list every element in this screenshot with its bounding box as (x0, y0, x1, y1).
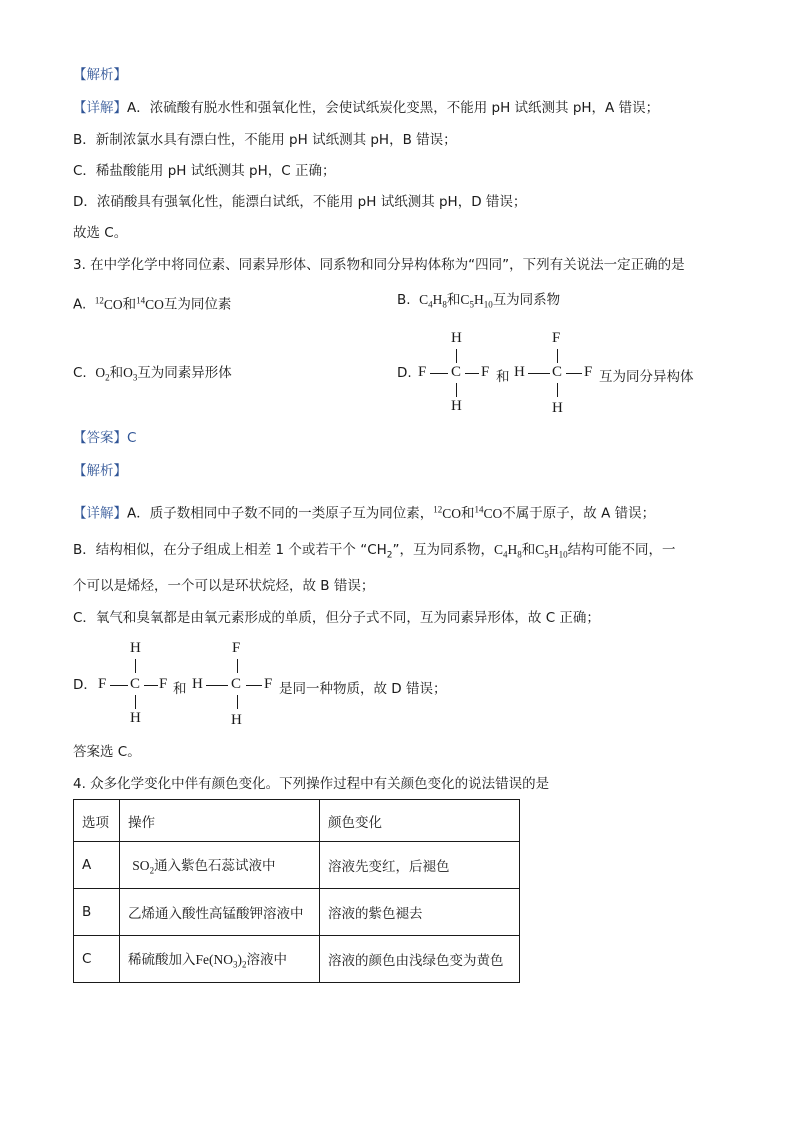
and-text: 和 (446, 292, 461, 308)
atom-h: H (514, 364, 525, 380)
and-text: 和 (521, 542, 536, 558)
table-header-cell: 颜色变化 (320, 800, 520, 842)
explanation-d-structures (98, 640, 458, 730)
atom-f: F (418, 364, 427, 380)
atom-f: F (552, 330, 561, 346)
bond (528, 373, 550, 374)
option-text: 互为同分异构体 (599, 369, 694, 385)
and-text: 和 (461, 505, 475, 522)
formula-so2: $SO_2$ (132, 858, 155, 876)
atom-c: C (451, 364, 462, 380)
atom-h: H (231, 712, 242, 728)
detail-tag: 【详解】 (73, 505, 127, 522)
analysis-heading: 【解析】 (73, 67, 127, 83)
color-change-table (73, 799, 520, 983)
table-cell-change: 溶液的紫色褪去 (320, 889, 520, 936)
bond (566, 373, 582, 374)
table-cell-change: 溶液的颜色由浅绿色变为黄色 (320, 936, 520, 983)
table-cell-change: 溶液先变红，后褪色 (320, 842, 520, 889)
analysis-heading: 【解析】 (73, 463, 127, 479)
table-cell-option: B (74, 889, 120, 936)
table-row (74, 889, 520, 936)
bond (110, 685, 128, 686)
explanation-line-a (73, 99, 659, 117)
option-d-label: D. (397, 365, 412, 381)
table-row (74, 842, 520, 889)
table-cell-operation: 乙烯通入酸性高锰酸钾溶液中 (120, 889, 320, 936)
question-4-stem: 4. 众多化学变化中伴有颜色变化。下列操作过程中有关颜色变化的说法错误的是 (73, 776, 550, 792)
explanation-text: 结构可能不同，一 (567, 542, 676, 558)
explanation-text: B．结构相似，在分子组成上相差 1 个或若干个 “CH (73, 542, 387, 558)
option-label: A. (73, 296, 87, 313)
atom-c: C (552, 364, 563, 380)
and-text: 和 (173, 681, 187, 697)
formula-14co: $^{14}$CO (136, 295, 164, 312)
table-cell-option: A (74, 842, 120, 889)
atom-f: F (232, 640, 241, 656)
explanation-line-b: B．新制浓氯水具有漂白性，不能用 pH 试纸测其 pH，B 错误； (73, 132, 457, 148)
bond (557, 349, 558, 363)
explanation-text: 是同一种物质，故 D 错误； (279, 681, 447, 697)
formula-o3: $O_3$ (123, 365, 138, 383)
option-c (73, 364, 232, 387)
bond (206, 685, 228, 686)
option-label: C. (73, 365, 87, 381)
q3-explanation-d-label: D． (73, 677, 97, 693)
atom-h: H (552, 400, 563, 416)
formula-c5h10: $C_5H_{10}$ (535, 542, 568, 560)
option-d-structures (418, 330, 718, 420)
answer-line (73, 429, 136, 447)
formula-12co: $^{12}$CO (433, 504, 462, 521)
atom-f: F (481, 364, 490, 380)
option-b (397, 291, 560, 314)
atom-h: H (451, 330, 462, 346)
table-cell-operation: $SO_2$通入紫色石蕊试液中 (120, 842, 320, 889)
formula-c4h8: $C_4H_8$ (494, 542, 522, 560)
bond (456, 383, 457, 397)
table-header-cell: 操作 (120, 800, 320, 842)
explanation-text: 不属于原子，故 A 错误； (502, 505, 656, 522)
atom-h: H (451, 398, 462, 414)
q3-explanation-c: C．氧气和臭氧都是由氧元素形成的单质，但分子式不同，互为同素异形体，故 C 正确； (73, 610, 600, 626)
detail-tag: 【详解】 (73, 100, 127, 116)
table-header-row (74, 800, 520, 842)
option-text: 互为同系物 (492, 292, 561, 308)
atom-h: H (192, 676, 203, 692)
explanation-text: ”，互为同系物， (392, 542, 495, 558)
formula-c5h10: $C_5H_{10}$ (460, 292, 493, 310)
explanation-line-d: D．浓硝酸具有强氧化性，能漂白试纸，不能用 pH 试纸测其 pH，D 错误； (73, 194, 527, 210)
question-3-stem: 3. 在中学化学中将同位素、同素异形体、同系物和同分异构体称为“四同”，下列有关说法一定正确的是 (73, 257, 685, 273)
bond (144, 685, 158, 686)
bond (465, 373, 479, 374)
atom-h: H (130, 710, 141, 726)
q3-conclusion: 答案选 C。 (73, 744, 141, 760)
conclusion: 故选 C。 (73, 225, 128, 241)
option-label: B. (397, 292, 411, 308)
atom-f: F (584, 364, 593, 380)
table-row (74, 936, 520, 983)
atom-f: F (264, 676, 273, 692)
bond (135, 659, 136, 673)
answer-text: 【答案】C (73, 430, 137, 446)
table-header-cell: 选项 (74, 800, 120, 842)
formula-c4h8: $C_4H_8$ (419, 292, 447, 310)
bond (557, 383, 558, 397)
atom-c: C (130, 676, 141, 692)
and-text: 和 (496, 369, 510, 385)
q3-explanation-b: B．结构相似，在分子组成上相差 1 个或若干个 “$CH_2$”，互为同系物，$C_4H_8$和$C_5H_{10}$结构可能不同，一 (73, 542, 676, 561)
formula-12co: $^{12}$CO (94, 295, 123, 312)
explanation-text: A．浓硫酸有脱水性和强氧化性，会使试纸炭化变黑，不能用 pH 试纸测其 pH，A 错误； (127, 100, 660, 116)
formula-14co: $^{14}$CO (474, 504, 503, 521)
bond (237, 695, 238, 709)
atom-h: H (130, 640, 141, 656)
explanation-text: A．质子数相同中子数不同的一类原子互为同位素， (127, 505, 434, 522)
atom-f: F (98, 676, 107, 692)
atom-c: C (231, 676, 242, 692)
q3-explanation-b-cont: 个可以是烯烃，一个可以是环状烷烃，故 B 错误； (73, 578, 375, 594)
bond (456, 349, 457, 363)
bond (430, 373, 448, 374)
bond (237, 659, 238, 673)
bond (135, 695, 136, 709)
q3-explanation-a (73, 500, 655, 523)
and-text: 和 (122, 296, 137, 313)
and-text: 和 (109, 365, 124, 381)
bond (246, 685, 262, 686)
option-text: 互为同位素 (163, 296, 232, 313)
option-text: 互为同素异形体 (137, 365, 232, 381)
formula-o2: $O_2$ (95, 365, 110, 383)
formula-fe-no3-2: $Fe(NO_3)_2$ (195, 952, 247, 970)
table-cell-option: C (74, 936, 120, 983)
explanation-line-c: C．稀盐酸能用 pH 试纸测其 pH，C 正确； (73, 163, 336, 179)
atom-f: F (159, 676, 168, 692)
table-cell-operation: 稀硫酸加入$Fe(NO_3)_2$溶液中 (120, 936, 320, 983)
option-a (73, 291, 231, 314)
